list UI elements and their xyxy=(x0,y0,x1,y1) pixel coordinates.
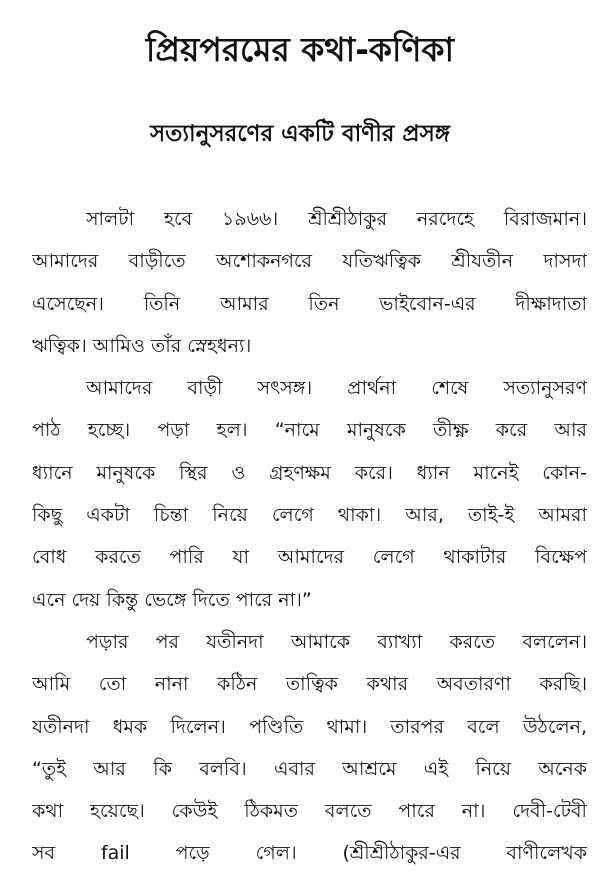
text-line: বোধ করতে পারি যা আমাদের লেগে থাকাটার বিক্ষেপ xyxy=(32,546,587,569)
text-line: ঋত্বিক। আমিও তাঁর স্নেহধন্য। xyxy=(32,334,252,357)
text-line: কথা হয়েছে। কেউই ঠিকমত বলতে পারে না। দেবী-টেবী xyxy=(32,800,587,823)
body-text xyxy=(32,198,587,875)
text-line: সালটা হবে ১৯৬৬। শ্রীশ্রীঠাকুর নরদেহে বিরাজমান। xyxy=(86,208,587,230)
text-line: সব fail পড়ে গেল। (শ্রীশ্রীঠাকুর-এর বাণীলেখক xyxy=(32,842,587,865)
page-subtitle: সত্যানুসরণের একটি বাণীর প্রসঙ্গ xyxy=(149,121,451,147)
paragraph-2 xyxy=(32,367,587,621)
text-line: ধ্যানে মানুষকে স্থির ও গ্রহণক্ষম করে। ধ্যান মানেই কোন- xyxy=(32,461,587,484)
text-line: কিছু একটা চিন্তা নিয়ে লেগে থাকা। আর, তাই-ই আমরা xyxy=(32,504,587,527)
paragraph-1 xyxy=(32,198,587,367)
text-line: আমাদের বাড়ী সৎসঙ্গ। প্রার্থনা শেষে সত্যানুসরণ xyxy=(86,377,587,400)
page-title: প্রিয়পরমের কথা-কণিকা xyxy=(145,30,455,69)
text-line: আমি তো নানা কঠিন তাত্বিক কথার অবতারণা করছি। xyxy=(32,673,587,696)
text-line: আমাদের বাড়ীতে অশোকনগরে যতিঋত্বিক শ্রীযতীন দাসদা xyxy=(32,250,587,273)
text-line: পড়ার পর যতীনদা আমাকে ব্যাখ্যা করতে বললেন। xyxy=(86,630,587,653)
text-line: পাঠ হচ্ছে। পড়া হল। “নামে মানুষকে তীক্ষ্ণ করে আর xyxy=(32,419,587,442)
paragraph-3 xyxy=(32,621,587,875)
text-line: এনে দেয় কিন্তু ভেঙ্গে দিতে পারে না।” xyxy=(32,588,312,611)
text-line: এসেছেন। তিনি আমার তিন ভাইবোন-এর দীক্ষাদাতা xyxy=(32,292,587,315)
text-line: “তুই আর কি বলবি। এবার আশ্রমে এই নিয়ে অনেক xyxy=(32,757,587,780)
text-line: যতীনদা ধমক দিলেন। পণ্ডিতি থামা। তারপর বলে উঠলেন, xyxy=(32,715,587,738)
